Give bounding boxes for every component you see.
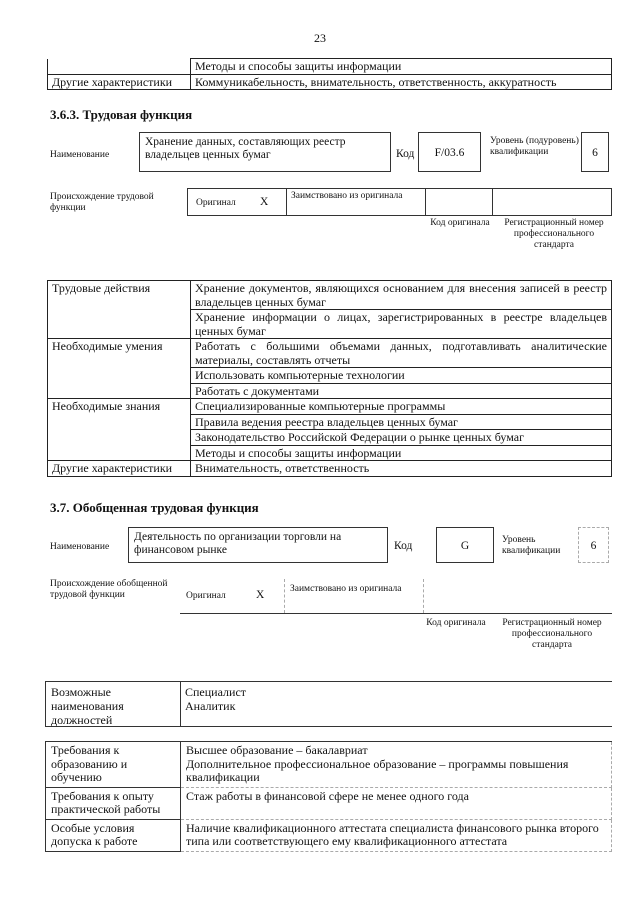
row-text: Специализированные компьютерные программы — [191, 399, 612, 415]
code-value: F/03.6 — [418, 132, 481, 172]
table-row — [46, 819, 612, 851]
continuation-table — [47, 58, 612, 90]
table-row — [48, 461, 612, 477]
row-label: Другие характеристики — [48, 74, 191, 90]
code-original-label: Код оригинала — [426, 618, 486, 628]
row-line: Высшее образование – бакалавриат — [186, 743, 368, 757]
name-label: Наименование — [50, 542, 110, 552]
row-text: Методы и способы защиты информации — [191, 445, 612, 461]
code-original-label: Код оригинала — [430, 218, 490, 228]
table-row — [48, 399, 612, 415]
row-text: Хранение документов, являющихся основанием для внесения записей в реестр владельцев ценных бумаг — [191, 281, 612, 310]
row-text — [181, 787, 612, 819]
divider — [423, 579, 425, 613]
row-line: Дополнительное профессиональное образование – программы повышения квалификации — [186, 756, 569, 784]
row-line: Стаж работы в финансовой сфере не менее одного года — [186, 788, 469, 803]
row-label: Необходимые умения — [48, 339, 191, 399]
reg-number-label: Регистрационный номер профессионального стандарта — [504, 218, 604, 250]
generalized-function-name: Деятельность по организации торговли на финансовом рынке — [128, 527, 388, 563]
level-value: 6 — [578, 527, 609, 563]
name-label: Наименование — [50, 150, 110, 160]
table-row — [46, 742, 612, 788]
row-label: Трудовые действия — [48, 281, 191, 339]
row-text: Работать с документами — [191, 383, 612, 399]
divider — [425, 189, 426, 215]
row-text — [181, 819, 612, 851]
divider — [492, 189, 493, 215]
table-row — [48, 339, 612, 368]
borrowed-label: Заимствовано из оригинала — [291, 191, 403, 201]
origin-box — [180, 579, 612, 614]
origin-label: Происхождение трудовой функции — [50, 192, 154, 213]
divider — [180, 682, 181, 726]
row-text: Внимательность, ответственность — [191, 461, 612, 477]
table-row — [46, 787, 612, 819]
row-label: Требования к образованию и обучению — [46, 742, 181, 788]
divider — [284, 579, 286, 613]
reg-number-label: Регистрационный номер профессионального стандарта — [502, 618, 602, 650]
row-text: Правила ведения реестра владельцев ценных бумаг — [191, 414, 612, 430]
function-table — [47, 280, 612, 477]
level-label: Уровень (подуровень) квалификации — [490, 136, 579, 157]
level-label: Уровень квалификации — [502, 535, 561, 556]
original-label: Оригинал — [186, 591, 226, 601]
row-text: Хранение информации о лицах, зарегистрированных в реестре владельцев ценных бумаг — [191, 310, 612, 339]
row-text: Методы и способы защиты информации — [191, 59, 612, 75]
page-number: 23 — [314, 31, 326, 45]
position-item: Специалист — [185, 685, 247, 699]
row-label — [48, 59, 191, 75]
origin-box — [187, 188, 612, 216]
row-label: Необходимые знания — [48, 399, 191, 461]
code-value: G — [436, 527, 494, 563]
table-row — [48, 281, 612, 310]
row-text: Работать с большими объемами данных, подготавливать аналитические материалы, составлять отчеты — [191, 339, 612, 368]
code-label: Код — [394, 540, 413, 552]
table-row — [48, 59, 612, 75]
divider — [45, 682, 46, 726]
positions-block — [45, 681, 612, 727]
level-value: 6 — [581, 132, 609, 172]
original-mark: X — [256, 589, 265, 601]
row-line: Наличие квалификационного аттестата специалиста финансового рынка второго типа или соответствующего ему квалификационного аттестата — [186, 820, 599, 848]
section-heading-363: 3.6.3. Трудовая функция — [50, 107, 193, 122]
section-heading-37: 3.7. Обобщенная трудовая функция — [50, 500, 259, 515]
original-mark: X — [260, 196, 269, 208]
table-row — [48, 74, 612, 90]
requirements-table — [45, 741, 612, 852]
positions-label: Возможные наименования должностей — [51, 685, 124, 727]
row-text — [181, 742, 612, 788]
positions-list — [185, 685, 246, 713]
origin-label: Происхождение обобщенной трудовой функции — [50, 579, 168, 600]
row-label: Требования к опыту практической работы — [46, 787, 181, 819]
row-label: Особые условия допуска к работе — [46, 819, 181, 851]
function-name: Хранение данных, составляющих реестр владельцев ценных бумаг — [139, 132, 391, 172]
original-label: Оригинал — [196, 198, 236, 208]
borrowed-label: Заимствовано из оригинала — [290, 584, 402, 594]
code-label: Код — [396, 148, 415, 160]
row-text: Использовать компьютерные технологии — [191, 368, 612, 384]
row-label: Другие характеристики — [48, 461, 191, 477]
divider — [286, 189, 287, 215]
position-item: Аналитик — [185, 699, 236, 713]
row-text: Коммуникабельность, внимательность, ответственность, аккуратность — [191, 74, 612, 90]
row-text: Законодательство Российской Федерации о рынке ценных бумаг — [191, 430, 612, 446]
